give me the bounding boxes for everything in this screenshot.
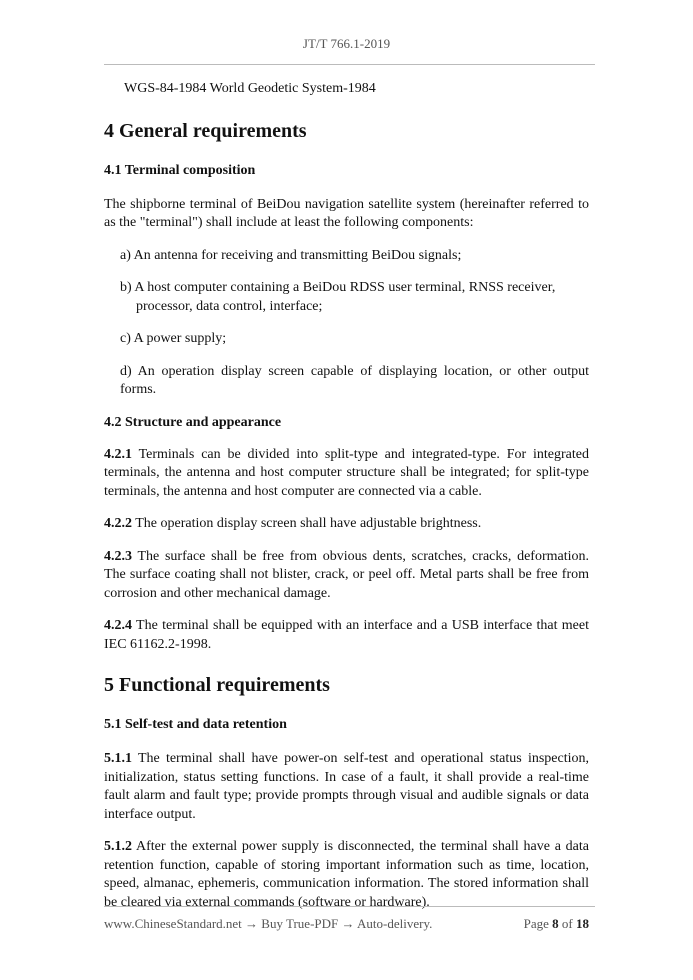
clause-4-2-1 [104, 446, 589, 502]
clause-4-2-2 [104, 515, 589, 534]
section-4-1-intro: The shipborne terminal of BeiDou navigation satellite system (hereinafter referred to as the "terminal") shall include at least the following components: [104, 196, 589, 230]
of-label: of [561, 916, 573, 931]
clause-5-1-2 [104, 838, 589, 912]
abbreviation-line: WGS-84-1984 World Geodetic System-1984 [124, 81, 376, 96]
component-item-a: a) An antenna for receiving and transmitting BeiDou signals; [120, 247, 462, 263]
total-pages: 18 [576, 916, 589, 931]
clause-5-1-1 [104, 750, 589, 824]
page-indicator [524, 916, 589, 932]
header-doc-id: JT/T 766.1-2019 [302, 36, 391, 51]
component-item-b [104, 279, 589, 316]
page-content [104, 80, 589, 912]
section-4-1-title: 4.1 Terminal composition [104, 162, 256, 178]
clause-text: The terminal shall be equipped with an interface and a USB interface that meet IEC 61162.2-1998. [104, 618, 589, 652]
clause-number: 4.2.4 [104, 618, 132, 633]
clause-text: The operation display screen shall have adjustable brightness. [132, 516, 482, 531]
section-5-title: 5 Functional requirements [104, 674, 330, 696]
clause-number: 4.2.2 [104, 516, 132, 531]
footer [104, 916, 589, 932]
section-4-2-title: 4.2 Structure and appearance [104, 414, 282, 430]
component-item-c: c) A power supply; [120, 331, 227, 346]
page-number: 8 [552, 916, 559, 931]
section-5-1-title: 5.1 Self-test and data retention [104, 717, 287, 732]
clause-number: 4.2.1 [104, 446, 132, 462]
clause-text: The surface shall be free from obvious dents, scratches, cracks, deformation. The surface coating shall not blister, crack, or peel off. Metal parts shall be free from corrosion and other mechanical damage. [104, 548, 589, 601]
clause-number: 4.2.3 [104, 548, 132, 564]
header-rule [104, 64, 595, 65]
clause-text: After the external power supply is disconnected, the terminal shall have a data retention function, capable of storing important information such as time, location, speed, almanac, ephemeris, communication information. The stored information shall be cleared via external commands (software or hardware). [104, 839, 589, 910]
component-item-d: d) An operation display screen capable of displaying location, or other output forms. [120, 363, 589, 397]
clause-number: 5.1.1 [104, 751, 132, 766]
page-label: Page [523, 916, 549, 931]
footer-link-text[interactable]: www.ChineseStandard.net → Buy True-PDF → Auto-delivery. [104, 916, 433, 931]
component-item-b-line2: processor, data control, interface; [136, 298, 323, 314]
clause-number: 5.1.2 [104, 839, 132, 854]
footer-rule [104, 906, 595, 907]
clause-text: Terminals can be divided into split-type and integrated-type. For integrated terminals, the antenna and host computer structure shall be integrated; for split-type terminals, the antenna and host computer are connected via a cable. [104, 446, 589, 499]
clause-4-2-3 [104, 548, 589, 604]
clause-text: The terminal shall have power-on self-test and operational status inspection, initialization, status setting functions. In case of a fault, it shall provide a real-time fault alarm and fault type; provide prompts through visual and audible signals or data interface output. [104, 751, 589, 822]
section-4-title: 4 General requirements [104, 119, 307, 142]
component-item-b-line1: b) A host computer containing a BeiDou RDSS user terminal, RNSS receiver, [120, 280, 556, 295]
clause-4-2-4 [104, 617, 589, 654]
